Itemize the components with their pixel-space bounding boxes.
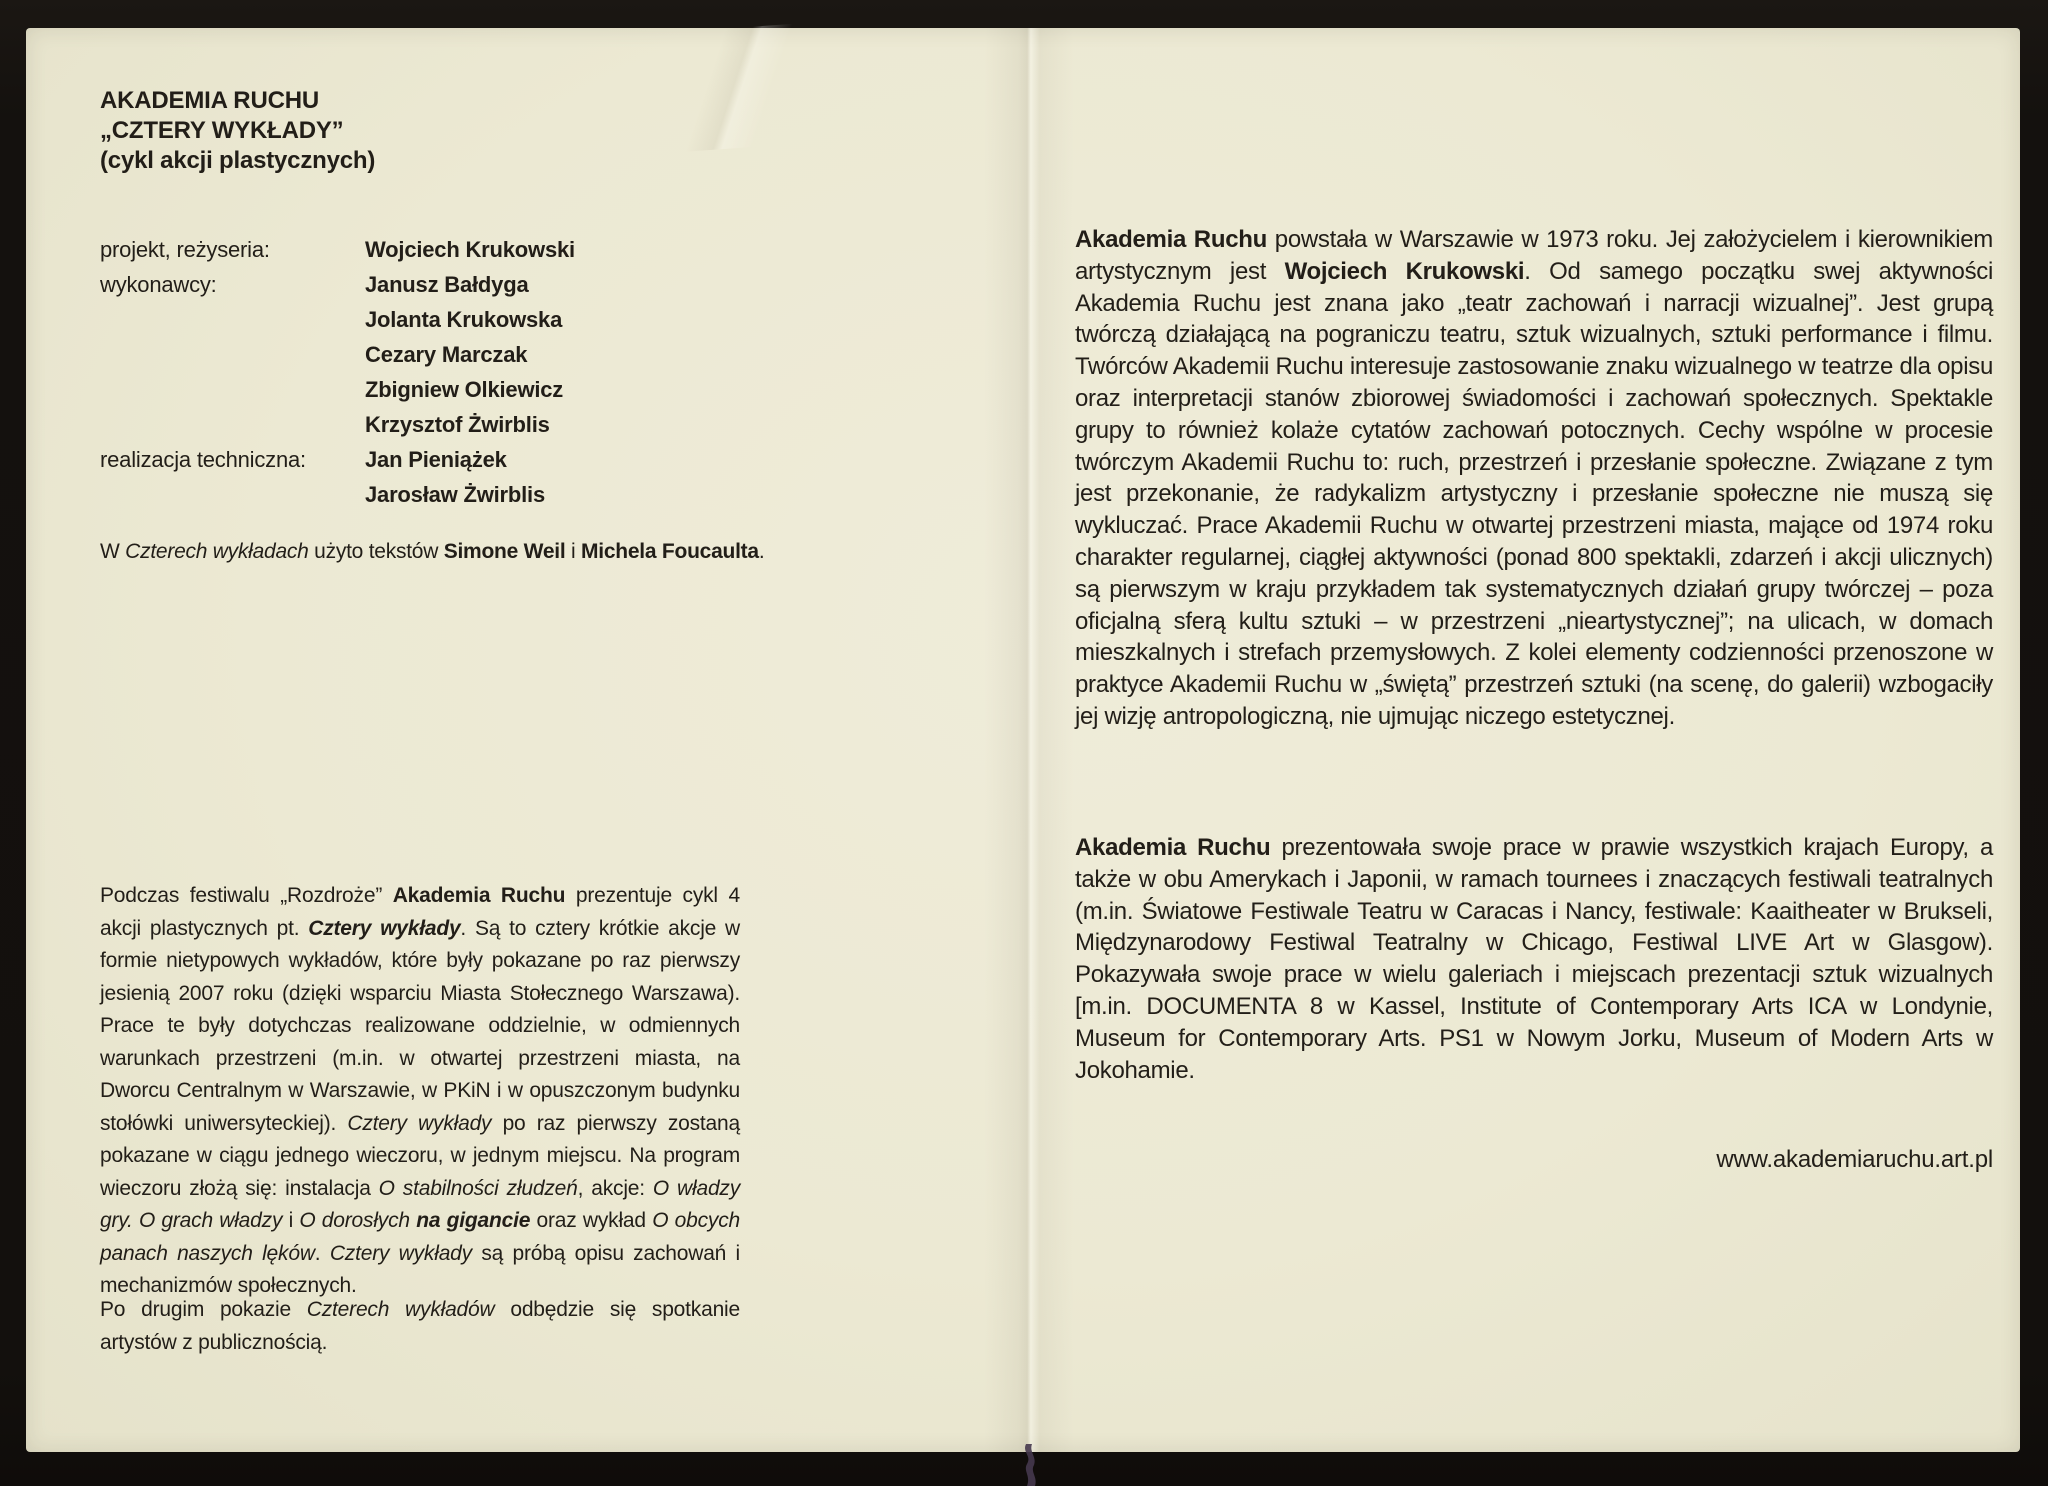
text-run: Akademia Ruchu [1075, 834, 1271, 861]
text-run: i [282, 1209, 300, 1232]
text-run: , akcje: [577, 1176, 653, 1200]
text-run: . [314, 1241, 330, 1265]
text-run: Czterech wykładów [306, 1298, 495, 1321]
credit-person-name: Krzysztof Żwirblis [365, 412, 550, 437]
credit-row [100, 232, 575, 267]
credit-row [100, 407, 575, 442]
credit-row [100, 372, 575, 407]
text-run: . Od samego początku swej aktywności Akademia Ruchu jest znana jako „teatr zachowań i narracji wizualnej”. Jest grupą twórczą działającą na pograniczu teatru, sztuk wizualnych, sztuki performance i filmu. Twórców Akademii Ruchu interesuje zastosowanie znaku wizualnego w teatrze dla opisu oraz interpretacji stanów zbiorowej świadomości i zachowań społecznych. Spektakle grupy to również kolaże cytatów zachowań potocznych. Cechy wspólne w procesie twórczym Akademii Ruchu to: ruch, przestrzeń i przesłanie społeczne. Związane z tym jest przekonanie, że radykalizm artystyczny i przesłanie społeczne nie muszą się wykluczać. Prace Akademii Ruchu w otwartej przestrzeni miasta, mające od 1974 roku charakter regularnej, ciągłej aktywności (ponad 800 spektakli, zdarzeń i akcji ulicznych) są pierwszym w kraju przykładem tak systematycznych działań grupy twórczej – poza oficjalną sferą kultu sztuki – w przestrzeni „nieartystycznej”; na ulicach, w domach mieszkalnych i strefach przemysłowych. Z kolei elementy codzienności przenoszone w praktyce Akademii Ruchu w „świętą” przestrzeń sztuki (na scenę, do galerii) wzbogaciły jej wizję antropologiczną, nie ujmując niczego estetycznej. [1075, 257, 1993, 730]
text-run: O obcych panach naszych lęków [100, 1209, 740, 1265]
paper-wrinkle [602, 19, 870, 157]
credits-list [100, 232, 575, 512]
text-run: Cztery wykłady [329, 1241, 472, 1265]
text-run: Simone Weil [443, 540, 566, 563]
credit-person-name: Zbigniew Olkiewicz [365, 377, 564, 402]
credit-person-name: Jarosław Żwirblis [365, 482, 546, 507]
text-run: Akademia Ruchu [392, 884, 566, 907]
credit-row [100, 337, 575, 372]
text-run: O dorosłych [299, 1209, 417, 1232]
credit-role-label [100, 407, 365, 442]
text-run: Cztery wykłady [347, 1111, 492, 1135]
texts-note [100, 540, 764, 564]
text-run: O stabilności złudzeń [378, 1176, 578, 1200]
text-run: Podczas festiwalu „Rozdroże” [100, 884, 393, 907]
credit-row [100, 477, 575, 512]
text-run: po raz pierwszy zostaną pokazane w ciągu jednego wieczoru, w jednym miejscu. Na program wieczoru złożą się: instalacja [100, 1111, 740, 1200]
credit-person-name: Jolanta Krukowska [365, 307, 563, 332]
credit-role-label: wykonawcy: [100, 272, 217, 297]
binding-thread-icon [1012, 1444, 1046, 1486]
text-run: . Są to cztery krótkie akcje w formie nietypowych wykładów, które były pokazane po raz pierwszy jesienią 2007 roku (dzięki wsparciu Miasta Stołecznego Warszawa). Prace te były dotychczas realizowane oddzielnie, w odmiennych warunkach przestrzeni (m.in. w otwartej przestrzeni miasta, na Dworcu Centralnym w Warszawie, w PKiN i w opuszczonym budynku stołówki uniwersyteckiej). [100, 916, 741, 1135]
text-run: Cztery wykłady [308, 916, 461, 940]
text-run: Po drugim pokazie [100, 1298, 307, 1321]
website-url: www.akademiaruchu.art.pl [1716, 1146, 1993, 1173]
text-run: na gigancie [416, 1209, 531, 1232]
text-run: prezentuje cykl 4 akcji plastycznych pt. [100, 884, 740, 940]
credit-role-label [100, 372, 365, 407]
text-run: O władzy gry. O grach władzy [100, 1176, 741, 1232]
center-fold-crease [984, 28, 1074, 1452]
audience-meeting-paragraph [100, 1294, 740, 1359]
text-run: . [758, 540, 765, 563]
text-run: W [100, 540, 126, 563]
credit-person-name: Jan Pieniążek [365, 447, 507, 472]
text-run: są próbą opisu zachowań i mechanizmów społecznych. [100, 1241, 740, 1297]
credit-person-name: Janusz Bałdyga [365, 272, 529, 297]
text-run: i [565, 540, 582, 563]
booklet-paper [26, 28, 2020, 1452]
festival-description-paragraph [100, 880, 740, 1303]
international-presentations-paragraph [1075, 832, 1993, 1086]
group-history-paragraph [1075, 224, 1993, 733]
text-run: użyto tekstów [308, 540, 444, 563]
text-run: prezentowała swoje prace w prawie wszystkich krajach Europy, a także w obu Amerykach i Japonii, w ramach tournees i znaczących festiwali teatralnych (m.in. Światowe Festiwale Teatru w Caracas i Nancy, festiwale: Kaaitheater w Brukseli, Międzynarodowy Festiwal Teatralny w Chicago, Festiwal LIVE Art w Glasgow). Pokazywała swoje prace w wielu galeriach i miejscach prezentacji sztuk wizualnych [m.in. DOCUMENTA 8 w Kassel, Institute of Contemporary Arts ICA w Londynie, Museum for Contemporary Arts. PS1 w Nowym Jorku, Museum of Modern Arts w Jokohamie. [1075, 834, 1993, 1084]
credit-row [100, 302, 575, 337]
credit-person-name: Wojciech Krukowski [365, 237, 575, 262]
credit-role-label: realizacja techniczna: [100, 447, 306, 472]
text-run: Akademia Ruchu [1075, 226, 1267, 253]
credit-role-label [100, 337, 365, 372]
text-run: Michela Foucaulta [581, 540, 759, 563]
title-block [100, 86, 375, 176]
text-run: Wojciech Krukowski [1284, 257, 1525, 285]
credit-row [100, 442, 575, 477]
credit-row [100, 267, 575, 302]
credit-role-label: projekt, reżyseria: [100, 237, 270, 262]
work-subtitle: (cykl akcji plastycznych) [100, 147, 376, 174]
text-run: powstała w Warszawie w 1973 roku. Jej założycielem i kierownikiem artystycznym jest [1075, 226, 1993, 285]
credit-role-label [100, 477, 365, 512]
credit-person-name: Cezary Marczak [365, 342, 528, 367]
text-run: Czterech wykładach [125, 540, 309, 563]
credit-role-label [100, 302, 365, 337]
text-run: oraz wykład [530, 1209, 653, 1232]
text-run: odbędzie się spotkanie artystów z publicznością. [100, 1298, 741, 1354]
group-name: AKADEMIA RUCHU [100, 87, 319, 114]
binding-thread [1012, 1444, 1046, 1486]
work-title: „CZTERY WYKŁADY” [100, 117, 344, 144]
